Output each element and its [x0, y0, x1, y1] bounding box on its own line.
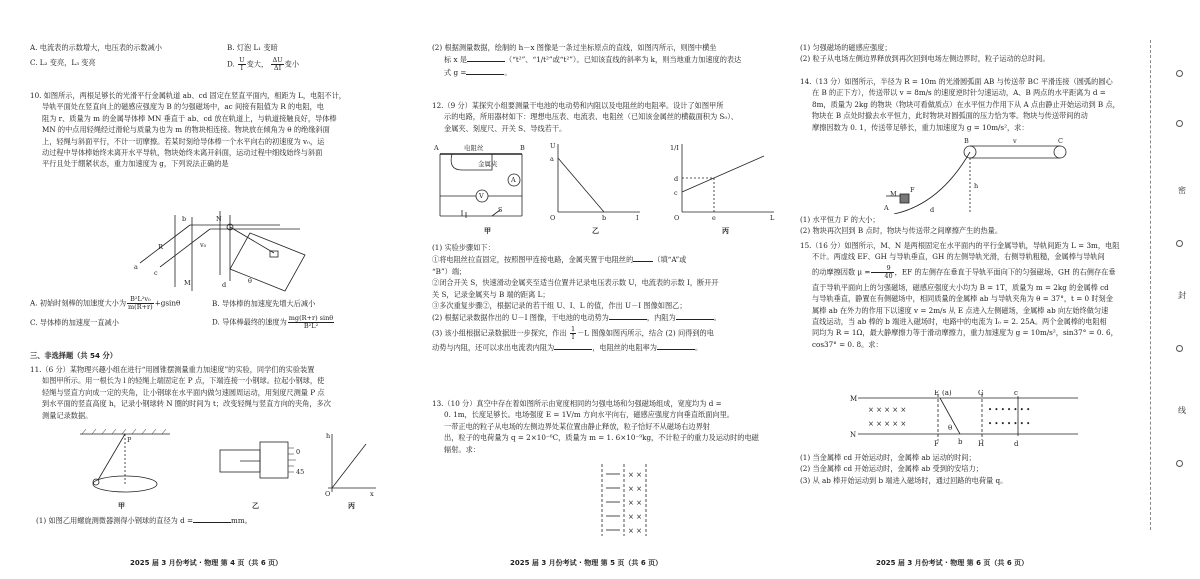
q11-figures: [70, 428, 380, 506]
q11-line: 测量记录数据。: [42, 410, 93, 420]
svg-text:d: d: [222, 281, 227, 289]
svg-text:• • • • • • •: • • • • • • •: [988, 406, 1031, 414]
svg-text:b: b: [602, 214, 607, 222]
svg-text:C: C: [1058, 137, 1063, 145]
svg-text:1/I: 1/I: [670, 144, 679, 152]
page-5-column: [432, 0, 794, 579]
q12-graph-yi: [544, 140, 644, 222]
ring-icon: [1176, 120, 1183, 127]
svg-text:U: U: [550, 142, 556, 150]
svg-text:× × × × ×: × × × × ×: [868, 406, 907, 414]
q10-line: 阻为 r、质量为 m 的金属导体棒 MN 垂直于 ab、cd 放在轨道上，与轨道接触良好，导体棒: [42, 113, 337, 123]
svg-text:× × × × ×: × × × × ×: [868, 420, 907, 428]
q10-line: 导轨平面处在竖直向上的磁感应强度为 B 的匀强磁场中，ac 间接有阻值为 R 的电阻，电: [42, 102, 324, 112]
q11-sub2: (2) 根据测量数据，绘制的 h－x 图像是一条过坐标原点的直线，如图丙所示，则图中横坐 标 x 是 （“t²”、“1/t²”或“t²”）。已知该直线的斜率为 k，则当地重力加速度的表达 式 g = 。: [432, 43, 742, 77]
svg-text:45: 45: [296, 468, 305, 476]
q13-line: 出，粒子的电荷量为 q = 2×10⁻⁶C，质量为 m = 1. 6×10⁻⁹kg，不计粒子的重力及运动时的电磁: [444, 433, 759, 443]
q10-option-d: D. 导体棒最终的速度为 $\frac{mg(R+r) \sin\theta}{\text{B²L²}}$: [212, 314, 334, 330]
svg-text:M: M: [850, 395, 858, 403]
q13-line: 辐射。求：: [444, 444, 480, 454]
svg-text:A: A: [884, 204, 889, 212]
svg-text:v₀: v₀: [200, 241, 207, 249]
svg-text:O: O: [674, 214, 680, 222]
svg-text:F: F: [910, 186, 915, 194]
ring-icon: [1176, 345, 1183, 352]
question-12: [432, 100, 794, 134]
svg-text:a: a: [550, 155, 554, 163]
q10-line: 平行且处于绷紧状态，重力加速度为 g，下列说法正确的是: [42, 159, 229, 169]
svg-text:d: d: [674, 175, 679, 183]
svg-text:θ: θ: [248, 277, 252, 285]
q13-line: 13.（10 分）真空中存在着如图所示由宽度相同的匀强电场和匀强磁场组成，宽度均为 d =: [432, 399, 722, 408]
svg-text:× ×: × ×: [628, 471, 642, 479]
svg-text:h: h: [974, 182, 979, 190]
ring-icon: [1176, 460, 1183, 467]
circuit-label-a: A: [434, 144, 439, 152]
svg-text:• • • • • • •: • • • • • • •: [988, 420, 1031, 428]
svg-text:e: e: [712, 214, 716, 222]
svg-text:O: O: [325, 490, 331, 498]
svg-text:F: F: [934, 440, 939, 448]
ring-icon: [1176, 70, 1183, 77]
q12-steps: (1) 实验步骤如下： ①将电阻丝拉直固定，按照图甲连接电路，金属夹置于电阻丝的 （填“A”或 “B”）端； ②闭合开关 S，快速滑动金属夹至适当位置并记录电压表示数 U，电流表的示数 I，断开开 关 S，记录金属夹与 B 端的距离 L； ③多次重复步骤②，根据记录的若干组 U、I、L 的值，作出 U－I 图像如图乙； (2) 根据记录数据作出的 U－I 图像，干电池的电动势为 ，内阻为 。 (3) 该小组根据记录数据进一步探究，作出 $\frac{1}{I}$ －L 图像如图丙所示，结合 (2) 问得到的电 动势与内阻，还可以求出电流表内阻为 ，电阻丝的电阻率为 。: [432, 243, 721, 352]
svg-text:E: E: [934, 390, 940, 397]
circuit-caption: 甲: [484, 226, 491, 235]
q9-option-d: D. $\frac{U}{I}$ 变大， $\frac{\Delta U}{\Delta I}$ 变小: [227, 56, 300, 73]
q10-option-c: C. 导体棒的加速度一直减小: [30, 317, 119, 327]
circuit-ammeter: A: [511, 176, 516, 184]
svg-text:B: B: [964, 137, 969, 145]
svg-text:c: c: [1014, 390, 1018, 397]
q15-diagram: [848, 390, 1088, 450]
ring-icon: [1176, 240, 1183, 247]
svg-text:M: M: [890, 190, 897, 198]
seal-char-xian: 线: [1178, 406, 1186, 415]
q11-line: 到水平面的竖直高度 h，记录小钢球转 N 圈的时间为 t；改变轻绳与竖直方向的夹角，多次: [42, 399, 331, 409]
svg-text:θ: θ: [948, 424, 953, 432]
q10-line: MN 的中点用轻绳经过滑轮与质量为也为 m 的物块相连接。物块放在倾角为 θ 的绝缘斜面: [42, 125, 330, 135]
svg-text:L: L: [770, 214, 775, 222]
page-6-footer: 2025 届 3 月份考试 · 物理 第 6 页（共 6 页）: [876, 559, 1029, 567]
question-15: 15.（16 分）如图所示，M、N 是两根固定在水平面内的平行金属导轨，导轨间距为 L = 3m，电阻 不计。两虚线 EF、GH 与导轨垂直，GH 的左侧导轨光滑，右侧导轨粗糙，金属棒与导轨间 的动摩擦因数 μ = $\frac{9}{40}$ ，EF 的左侧存在垂直于导轨平面向下的匀强磁场，GH 的右侧存在垂 直于导轨平面向上的匀强磁场，磁感应强度大小均为 B = 1T，质量为 m = 2kg 的金属棒 cd 与导轨垂直，静置在有侧磁场中，相同质量的金属棒 ab 与导轨夹角为 θ = 37°，t = 0 时刻金 属棒 ab 在外力的作用下以速度 v = 2m/s 从 E 点进入左侧磁场，金属棒 ab 向左始终做匀速 直线运动，当 ab 棒的 b 端进入磁场时，电路中的电流为 I₀ = 2. 25A。两个金属棒的电阻相 同均为 R = 1Ω，最大静摩擦力等于滑动摩擦力，重力加速度为 g = 10m/s²，sin37° = 0. 6， cos37° = 0. 8。求：: [800, 241, 1120, 349]
svg-text:b: b: [958, 438, 963, 446]
q10-option-b: B. 导体棒的加速度先增大后减小: [212, 298, 316, 308]
svg-text:P: P: [127, 436, 132, 444]
page-4-column: [30, 0, 394, 579]
q13-line: 一带正电的粒子从电场的左侧边界处某位置由静止释放，粒子恰好不从磁场右边界射: [444, 421, 710, 431]
page-4-footer: 2025 届 3 月份考试 · 物理 第 4 页（共 6 页）: [130, 559, 283, 567]
svg-text:× ×: × ×: [628, 513, 642, 521]
svg-text:N: N: [850, 431, 857, 439]
svg-text:d: d: [930, 206, 935, 214]
q11-line: 如图甲所示。用一根长为 l 的轻绳上端固定在 P 点，下端连接一小钢球。拉起小钢球，使: [42, 376, 325, 386]
svg-text:× ×: × ×: [628, 499, 642, 507]
circuit-switch: S: [498, 206, 503, 214]
q14-subquestions: (1) 水平恒力 F 的大小； (2) 物块再次回到 B 点时，物块与传送带之间摩擦产生的热量。: [800, 215, 1003, 236]
svg-text:I: I: [636, 214, 639, 222]
q13-field-diagram: [572, 460, 672, 540]
svg-text:R: R: [158, 243, 163, 251]
fig-label-bing: 丙: [348, 501, 355, 510]
q12-line: 示的电路，所用器材如下：理想电压表、电流表、电阻丝（已知该金属丝的横截面积为 S₀）、: [444, 112, 738, 122]
q9-option-c: C. L₂ 变亮，L₃ 变亮: [30, 58, 96, 68]
graph-yi-caption: 乙: [592, 226, 599, 235]
svg-text:c: c: [674, 189, 678, 197]
question-10: [30, 90, 394, 170]
circuit-label-clamp: 金属夹: [478, 160, 498, 168]
q13-line: 0. 1m，长度足够长。电场强度 E = 1V/m 方向水平向右，磁感应强度方向垂直纸面向里。: [444, 410, 734, 420]
circuit-voltmeter: V: [479, 192, 484, 200]
svg-text:d: d: [1014, 440, 1019, 448]
svg-text:b: b: [182, 215, 187, 223]
q12-line: 12.（9 分）某探究小组要测量干电池的电动势和内阻以及电阻丝的电阻率。设计了如图甲所: [432, 101, 724, 110]
svg-text:x: x: [370, 490, 374, 498]
q9-option-b: B. 灯泡 L₁ 变暗: [227, 43, 278, 52]
q10-line: 10. 如图所示，两根足够长的光滑平行金属轨道 ab、cd 固定在竖直平面内，相距为 L，电阻不计，: [30, 91, 346, 100]
fig-label-jia: 甲: [118, 501, 125, 510]
svg-text:H: H: [978, 440, 985, 448]
svg-text:v: v: [1013, 137, 1017, 145]
seal-line-margin: [1140, 0, 1200, 579]
fig-label-yi: 乙: [252, 501, 259, 510]
section-3-heading: 三、非选择题（共 54 分）: [30, 351, 117, 360]
svg-text:M: M: [184, 279, 191, 287]
q11-line: 11.（6 分）某物理兴趣小组在进行“用圆锥摆测量重力加速度”的实验，同学们的实验装置: [30, 365, 315, 374]
seal-dashed-line: [1150, 40, 1151, 530]
question-9-options: [30, 42, 394, 72]
svg-text:h: h: [326, 432, 331, 440]
page-6-column: [800, 0, 1142, 579]
q13-subquestions: (1) 匀强磁场的磁感应强度； (2) 粒子从电场左侧边界释放到再次回到电场左侧边界时，粒子运动的总时间。: [800, 43, 1050, 64]
question-11: [30, 364, 394, 421]
page-5-footer: 2025 届 3 月份考试 · 物理 第 5 页（共 6 页）: [510, 559, 663, 567]
q15-subquestions: (1) 当金属棒 cd 开始运动时，金属棒 ab 运动的时间； (2) 当金属棒 cd 开始运动时，金属棒 ab 受到的安培力； (3) 从 ab 棒开始运动到 b 端进入磁场时，通过回路的电荷量 q。: [800, 453, 1008, 485]
svg-text:a: a: [134, 263, 138, 271]
seal-char-feng: 封: [1178, 291, 1186, 300]
q12-line: 金属夹、刻度尺、开关 S、导线若干。: [444, 123, 567, 133]
question-13: [432, 398, 794, 455]
q10-line: 上，轻绳与斜面平行，不计一切摩擦。若某时刻给导体棒一个水平向右的初速度为 v₀，运: [42, 136, 325, 146]
seal-char-mi: 密: [1178, 186, 1186, 195]
svg-text:× ×: × ×: [628, 527, 642, 535]
svg-text:G: G: [978, 390, 984, 397]
q9-option-a: A. 电流表的示数增大，电压表的示数减小: [30, 43, 162, 52]
q12-circuit: [432, 140, 532, 222]
question-10-options: [30, 296, 394, 330]
svg-text:N: N: [216, 215, 222, 223]
graph-bing-caption: 丙: [722, 226, 729, 235]
q10-option-a: A. 初始时刻棒的加速度大小为 $\frac{\text{B²L²v₀}}{m(R+r)}$ +gsinθ: [30, 295, 181, 311]
q11-sub1: (1) 如图乙用螺旋测微器测得小钢球的直径为 d = mm。: [36, 516, 252, 525]
svg-text:0: 0: [296, 448, 301, 456]
circuit-label-b: B: [520, 144, 525, 152]
q10-line: 动过程中导体棒始终未离开水平导轨，物块始终未离开斜面，运动过程中细线始终与斜面: [42, 148, 323, 158]
q11-line: 轻绳与竖直方向成一定的夹角，让小钢球在水平面内做匀速圆周运动，用刻度尺测量 P 点: [42, 387, 325, 397]
q12-graph-bing: [668, 140, 778, 222]
question-14: 14.（13 分）如图所示，半径为 R = 10m 的光滑圆弧面 AB 与传送带 BC 平滑连接（圆弧的圆心 在 B 的正下方），传送带以 v = 8m/s 的速度逆时针匀速运动，A、B 两点的水平距离为 d = 8m，质量为 2kg 的物块（物块可看做质点）在水平恒力作用下从 A 点由静止开始运动到 B 点， 物块在 B 点处时撤去水平恒力，此时物块对圆弧面的压力恰为零。物块与传送带间的动 摩擦因数为 0. 1，传送带足够长，重力加速度为 g = 10m/s²，求：: [800, 77, 1120, 132]
svg-text:× ×: × ×: [628, 485, 642, 493]
svg-text:c: c: [154, 269, 158, 277]
svg-text:O: O: [550, 214, 556, 222]
q10-diagram: [130, 205, 320, 295]
q14-diagram: [870, 134, 1080, 214]
svg-text:(a): (a): [942, 390, 952, 397]
circuit-label-wire: 电阻丝: [464, 144, 484, 152]
